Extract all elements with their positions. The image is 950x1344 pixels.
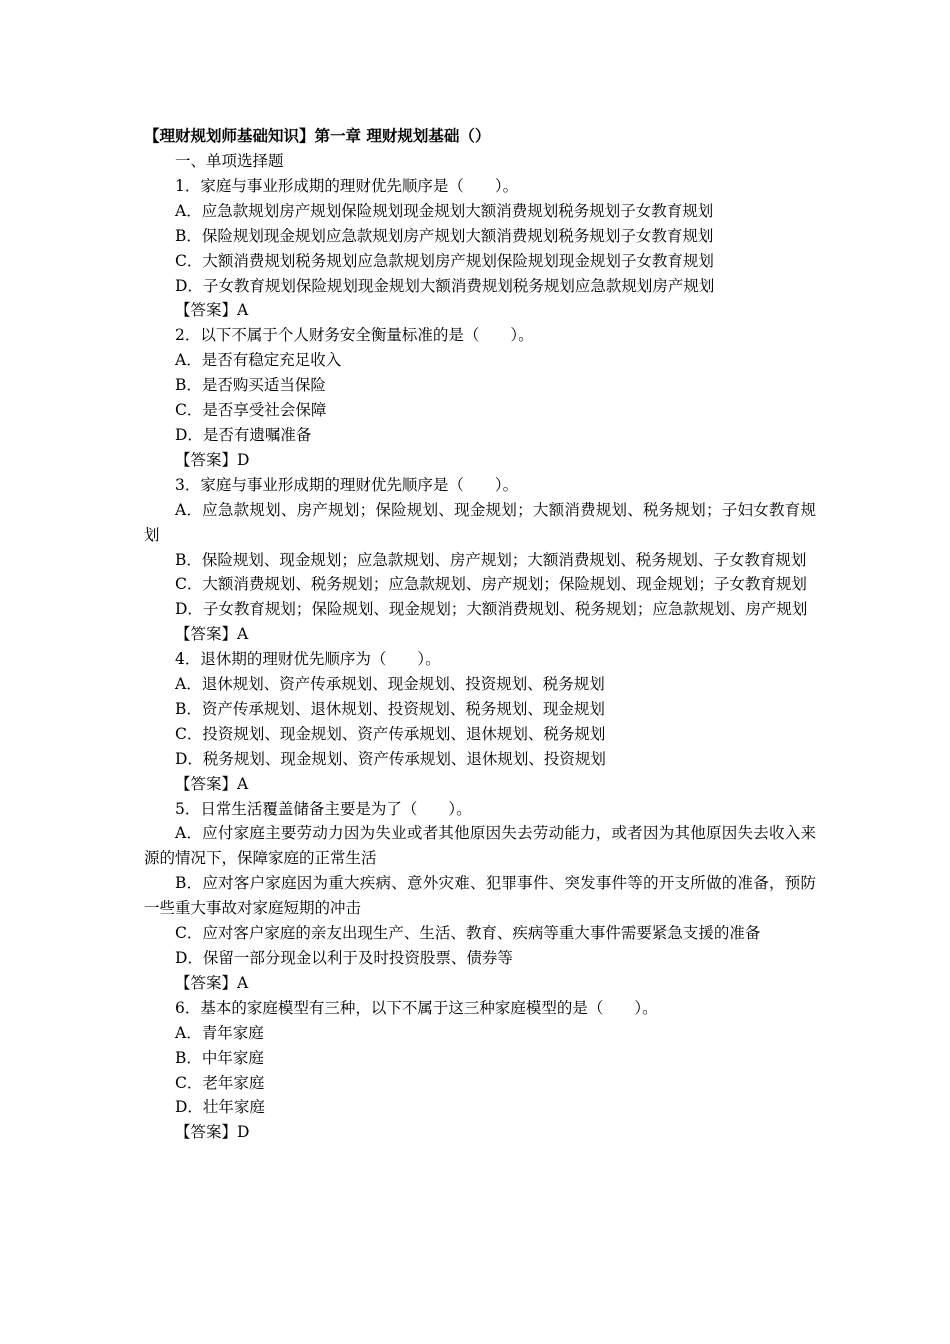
question-6 <box>144 996 816 1145</box>
option-c: C．老年家庭 <box>175 1073 265 1092</box>
option-a: A．是否有稳定充足收入 <box>175 351 342 370</box>
answer: 【答案】D <box>175 1123 250 1142</box>
option-a: A．应急款规划房产规划保险规划现金规划大额消费规划税务规划子女教育规划 <box>175 201 714 220</box>
question-stem: 5．日常生活覆盖储备主要是为了（ ）。 <box>175 799 472 818</box>
question-stem: 1．家庭与事业形成期的理财优先顺序是（ ）。 <box>175 176 519 195</box>
option-b: B．是否购买适当保险 <box>175 376 326 395</box>
question-1 <box>144 174 816 323</box>
question-stem: 3．家庭与事业形成期的理财优先顺序是（ ）。 <box>175 475 519 494</box>
option-a: A．青年家庭 <box>175 1023 264 1042</box>
question-stem: 6．基本的家庭模型有三种，以下不属于这三种家庭模型的是（ ）。 <box>175 998 658 1017</box>
option-c: C．应对客户家庭的亲友出现生产、生活、教育、疾病等重大事件需要紧急支援的准备 <box>175 924 761 943</box>
question-3 <box>144 473 816 647</box>
option-d: D．壮年家庭 <box>175 1098 265 1117</box>
option-d: D．子女教育规划保险规划现金规划大额消费规划税务规划应急款规划房产规划 <box>175 276 715 295</box>
option-b: B．应对客户家庭因为重大疾病、意外灾难、犯罪事件、突发事件等的开支所做的准备，预防一些重大事故对家庭短期的冲击 <box>144 874 816 918</box>
section-heading: 一、单项选择题 <box>175 152 284 170</box>
option-a: A．应急款规划、房产规划；保险规划、现金规划；大额消费规划、税务规划；子妇女教育规划 <box>144 500 816 544</box>
answer: 【答案】D <box>175 450 250 469</box>
option-d: D．子女教育规划；保险规划、现金规划；大额消费规划、税务规划；应急款规划、房产规划 <box>175 600 808 619</box>
option-b: B．资产传承规划、退休规划、投资规划、税务规划、现金规划 <box>175 699 605 718</box>
option-c: C．大额消费规划、税务规划；应急款规划、房产规划；保险规划、现金规划；子女教育规划 <box>175 575 807 594</box>
option-d: D．保留一部分现金以利于及时投资股票、债券等 <box>175 949 513 967</box>
answer: 【答案】A <box>175 625 249 644</box>
question-4 <box>144 647 816 796</box>
question-stem: 4．退休期的理财优先顺序为（ ）。 <box>175 650 441 669</box>
option-d: D．税务规划、现金规划、资产传承规划、退休规划、投资规划 <box>175 749 606 768</box>
answer: 【答案】A <box>175 973 249 992</box>
document-title: 【理财规划师基础知识】第一章 理财规划基础（） <box>144 127 491 145</box>
option-b: B．保险规划、现金规划；应急款规划、房产规划；大额消费规划、税务规划、子女教育规划 <box>175 550 807 569</box>
option-d: D．是否有遗嘱准备 <box>175 425 312 444</box>
option-a: A．退休规划、资产传承规划、现金规划、投资规划、税务规划 <box>175 675 605 694</box>
answer: 【答案】A <box>175 774 249 793</box>
question-5 <box>144 797 816 996</box>
document-body <box>144 124 816 1145</box>
question-stem: 2．以下不属于个人财务安全衡量标准的是（ ）。 <box>175 326 534 345</box>
option-b: B．保险规划现金规划应急款规划房产规划大额消费规划税务规划子女教育规划 <box>175 226 714 245</box>
option-c: C．大额消费规划税务规划应急款规划房产规划保险规划现金规划子女教育规划 <box>175 251 714 270</box>
option-a: A．应付家庭主要劳动力因为失业或者其他原因失去劳动能力，或者因为其他原因失去收入来源的情况下，保障家庭的正常生活 <box>144 824 816 868</box>
option-b: B．中年家庭 <box>175 1048 264 1067</box>
option-c: C．是否享受社会保障 <box>175 401 327 420</box>
question-2 <box>144 323 816 472</box>
answer: 【答案】A <box>175 301 249 320</box>
option-c: C．投资规划、现金规划、资产传承规划、退休规划、税务规划 <box>175 724 606 743</box>
